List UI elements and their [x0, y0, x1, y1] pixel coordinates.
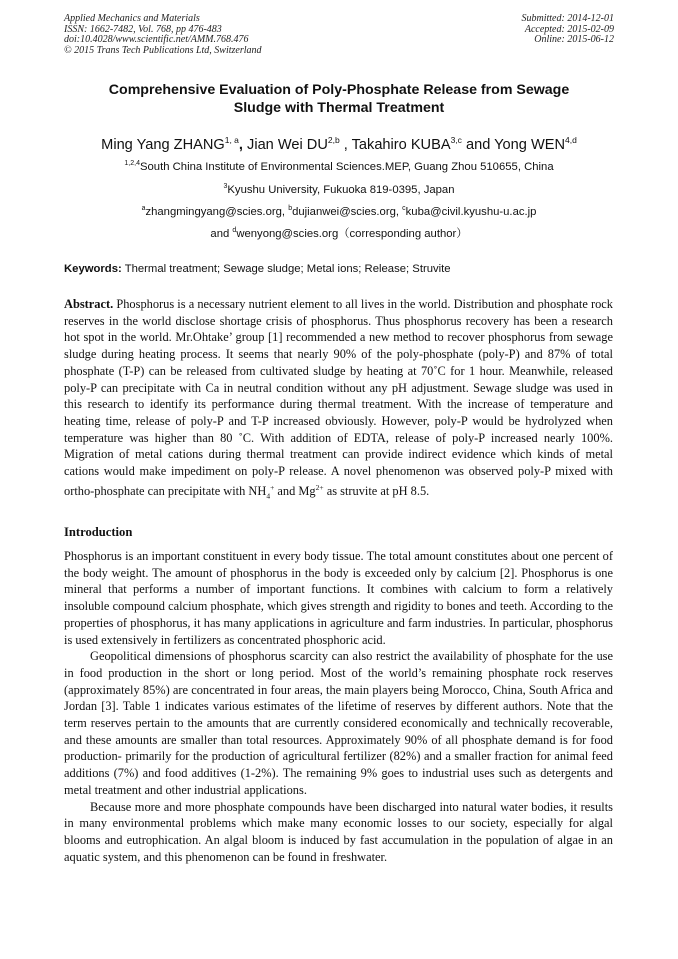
mg-superscript: 2+ [315, 482, 324, 492]
abstract-label: Abstract. [64, 297, 114, 311]
email-address[interactable]: kuba@civil.kyushu-u.ac.jp [405, 205, 537, 218]
affiliation-text: Kyushu University, Fukuoka 819-0395, Japan [227, 183, 455, 196]
email-address[interactable]: dujianwei@scies.org, [292, 205, 403, 218]
author-and: and [465, 136, 491, 153]
issn-line: ISSN: 1662-7482, Vol. 768, pp 476-483 [64, 23, 222, 35]
copyright-line: © 2015 Trans Tech Publications Ltd, Switzerland [64, 44, 262, 56]
author-name: Yong WEN [494, 136, 565, 153]
email-line-2 [40, 224, 638, 241]
abstract-text: and Mg [274, 483, 316, 498]
abstract-text: Phosphorus is a necessary nutrient element to all lives in the world. Distribution and phosphate rock reserves in the world disclose shortage crisis of phosphorus. Thus phosphorus recovery has been a research hot spot in the world. Mr.Ohtake’ group [1] recommended a new method to recover phosphorus from sewage sludge during heating process. It seems that nearly 90% of the poly-phosphate (poly-P) and 87% of total phosphate (T-P) can be released from cultivated sludge by heating at 70˚C for 1 hour. Meanwhile, released poly-P can precipitate with Ca in neutral condition without any pH adjustment. Sewage sludge was used in this research to identify its performance during thermal treatment. With the increase of temperature and heating time, release of poly-P and T-P increased obviously. However, poly-P would be hydrolyzed when temperature was higher than 80 ˚C. With addition of EDTA, release of poly-P increased nearly 100%. Migration of metal cations during thermal treatment can provide indirect evidence which kinds of metal cations would make impediment on poly-P release. A novel phenomenon was observed poly-P mixed with ortho-phosphate can precipitate with NH [64, 297, 613, 498]
abstract-paragraph [64, 296, 613, 505]
author-affiliation-mark: 4,d [565, 135, 577, 145]
email-line-1 [40, 202, 638, 219]
affiliation-text: South China Institute of Environmental Sciences.MEP, Guang Zhou 510655, China [139, 160, 554, 173]
abstract [64, 296, 613, 505]
keywords-text: Thermal treatment; Sewage sludge; Metal ions; Release; Struvite [121, 263, 451, 275]
author-list [40, 131, 638, 154]
author-name: Takahiro KUBA [351, 136, 451, 153]
author-name: Jian Wei DU [247, 136, 328, 153]
email-mark: c [402, 205, 406, 212]
intro-paragraph-3: Because more and more phosphate compounds have been discharged into natural water bodies, it results in many environmental problems which make many economic losses to our society, especially for algal blooms and eutrophication. An algal bloom is induced by fast accumulation in the population of algae in an aquatic system, and this phenomenon can be found in freshwater. [64, 799, 613, 864]
author-affiliation-mark: 1, a [224, 135, 239, 145]
author-separator: , [339, 136, 352, 153]
submitted-date: Submitted: 2014-12-01 [521, 13, 614, 24]
author-name: Ming Yang ZHANG [101, 136, 225, 153]
journal-name: Applied Mechanics and Materials [64, 13, 200, 24]
accepted-date: Accepted: 2015-02-09 [524, 23, 614, 35]
affiliation-2 [40, 180, 638, 197]
email-mark: b [288, 205, 293, 212]
intro-paragraph-2: Geopolitical dimensions of phosphorus scarcity can also restrict the availability of phosphate for the use in food production in the short or long period. Most of the world’s remaining phosphate rock reserves (approximately 85%) are concentrated in four areas, the main players being Morocco, China, South Africa and Jordan [3]. Table 1 indicates various estimates of the lifetime of reserves by different authors. Note that the term reserves pertain to the amounts that are currently considered economically and technically recoverable, and these amounts are smaller than total resources. Approximately 90% of all phosphate demand is for food production- primarily for the production of agricultural fertilizer (82%) and a smaller fraction for animal feed additions (7%) and food additives (1-2%). The remaining 9% goes to industrial uses such as detergents and metal treatment and other industrial applications. [64, 649, 613, 797]
header-right [522, 14, 615, 46]
author-separator: , [238, 136, 248, 153]
paper-title [70, 82, 608, 117]
introduction-body [64, 548, 613, 865]
email-mark: a [141, 205, 146, 212]
title-line-1: Comprehensive Evaluation of Poly-Phosphate Release from Sewage [108, 82, 570, 98]
email-mark: d [232, 227, 237, 234]
email-address[interactable]: wenyong@scies.org（corresponding author） [236, 227, 468, 240]
email-address[interactable]: zhangmingyang@scies.org, [145, 205, 289, 218]
nh4-subscript: 4 [266, 491, 271, 501]
affiliation-mark: 3 [223, 183, 228, 190]
affiliation-mark: 1,2,4 [124, 160, 140, 167]
header-left [64, 14, 262, 56]
nh4-superscript: + [270, 482, 275, 492]
affiliation-1 [40, 157, 638, 174]
author-affiliation-mark: 2,b [327, 135, 340, 145]
abstract-text: as struvite at pH 8.5. [323, 483, 430, 498]
keywords [64, 262, 618, 276]
email-and: and [210, 227, 233, 240]
keywords-label: Keywords: [64, 263, 122, 275]
section-heading-introduction: Introduction [64, 525, 133, 539]
title-line-2: Sludge with Thermal Treatment [233, 99, 445, 116]
doi-line: doi:10.4028/www.scientific.net/AMM.768.476 [64, 34, 249, 45]
author-affiliation-mark: 3,c [450, 135, 462, 145]
online-date: Online: 2015-06-12 [534, 34, 614, 45]
intro-paragraph-1: Phosphorus is an important constituent in every body tissue. The total amount constitutes about one percent of the body weight. The amount of phosphorus in the body is exceeded only by calcium [2]. Phosphorus is one mineral that performs a number of important functions. It combines with calcium to form a relatively insoluble compound calcium phosphate, which gives strength and rigidity to bones and teeth. According to the properties of phosphorus, it has many applications in agriculture and farm industries. In particular, phosphorus is used extensively in fertilizers as concentrated phosphoric acid. [64, 549, 613, 647]
